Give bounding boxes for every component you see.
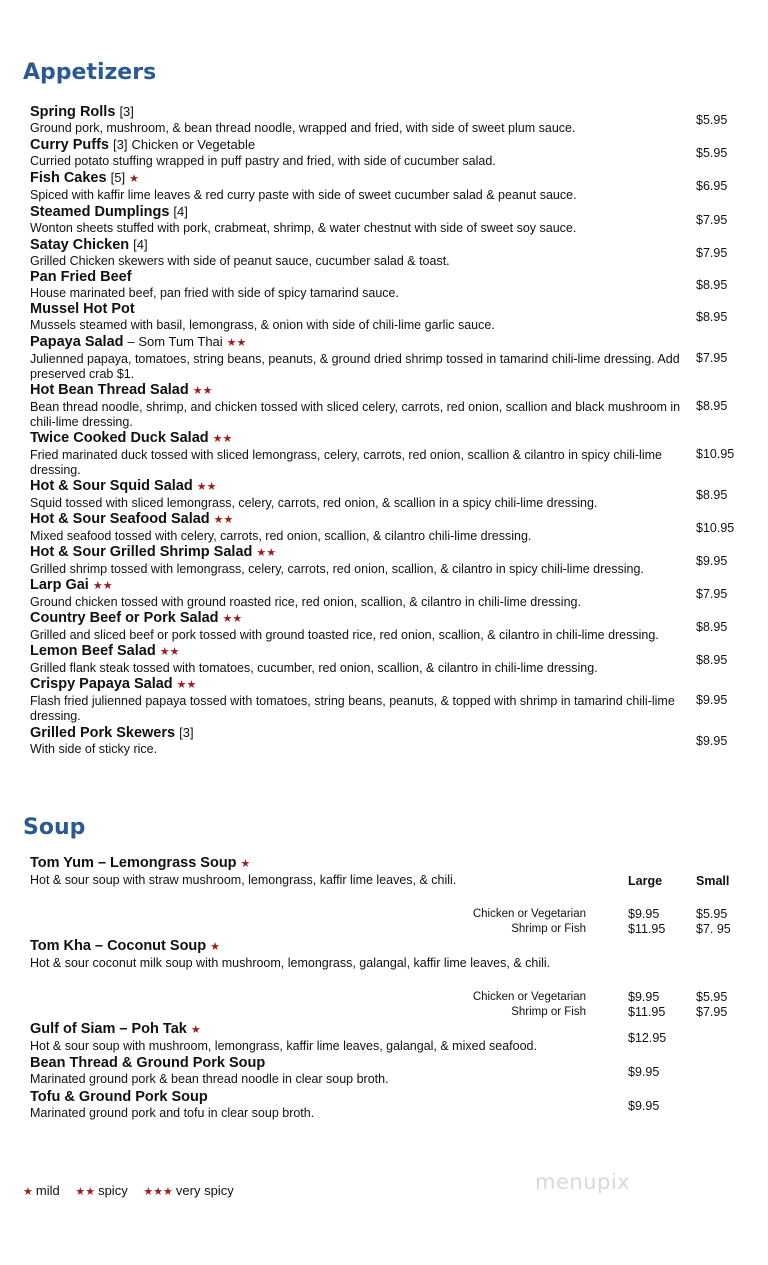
- option-large-price: $9.95: [628, 990, 660, 1004]
- option-label: Shrimp or Fish: [511, 1006, 586, 1018]
- item-description: Grilled shrimp tossed with lemongrass, celery, carrots, red onion, scallion, & cilantro in spicy chili-lime dressing.: [30, 562, 644, 576]
- item-description: Bean thread noodle, shrimp, and chicken tossed with sliced celery, carrots, red onion, scallion and black mushroom in chili-lime dressing.: [30, 400, 681, 429]
- menu-item: [30, 855, 690, 888]
- menu-item: [30, 577, 740, 610]
- item-description: Fried marinated duck tossed with sliced lemongrass, celery, carrots, red onion, scallion & cilantro in spicy chili-lime dressing.: [30, 448, 662, 477]
- item-name: Spring Rolls: [30, 104, 116, 120]
- item-name: Grilled Pork Skewers: [30, 725, 176, 741]
- item-price: $7.95: [696, 246, 728, 260]
- star-icon: ★★: [75, 1186, 96, 1198]
- menu-item: [30, 333, 740, 382]
- item-description: House marinated beef, pan fried with side of spicy tamarind sauce.: [30, 286, 399, 300]
- item-price: $12.95: [628, 1031, 667, 1045]
- item-quantity: [4]: [173, 204, 188, 219]
- menu-item: [30, 1055, 690, 1087]
- spicy-stars: ★★: [213, 514, 234, 526]
- item-name: Satay Chicken: [30, 237, 130, 253]
- item-description: Ground pork, mushroom, & bean thread noodle, wrapped and fried, with side of sweet plum sauce.: [30, 121, 576, 135]
- item-price: $5.95: [696, 146, 728, 160]
- item-name: Hot & Sour Grilled Shrimp Salad: [30, 544, 253, 560]
- item-name: Lemon Beef Salad: [30, 643, 156, 659]
- item-price: $7.95: [696, 213, 728, 227]
- item-name: Bean Thread & Ground Pork Soup: [30, 1055, 266, 1071]
- spicy-stars: ★★: [92, 580, 113, 592]
- item-description: Julienned papaya, tomatoes, string beans, peanuts, & ground dried shrimp tossed in tamarind chili-lime dressing. Add preserved crab $1.: [30, 352, 680, 381]
- item-description: Hot & sour soup with straw mushroom, lemongrass, kaffir lime leaves, & chili.: [30, 873, 457, 887]
- legend-mild: ★ mild: [23, 1183, 60, 1198]
- option-label: Shrimp or Fish: [511, 923, 586, 935]
- item-description: Grilled Chicken skewers with side of peanut sauce, cucumber salad & toast.: [30, 254, 450, 268]
- item-name: Steamed Dumplings: [30, 204, 170, 220]
- item-name: Twice Cooked Duck Salad: [30, 430, 209, 446]
- spicy-stars: ★: [190, 1024, 201, 1036]
- item-name: Gulf of Siam – Poh Tak: [30, 1021, 187, 1037]
- option-large-price: $11.95: [628, 922, 666, 936]
- item-name: Larp Gai: [30, 577, 89, 593]
- menu-item: [30, 236, 740, 269]
- item-description: Mussels steamed with basil, lemongrass, & onion with side of chili-lime garlic sauce.: [30, 318, 495, 332]
- item-price: $5.95: [696, 113, 728, 127]
- item-price: $8.95: [696, 488, 728, 502]
- menu-item: [30, 136, 740, 169]
- spicy-stars: ★: [129, 173, 139, 185]
- item-description: Hot & sour coconut milk soup with mushroom, lemongrass, galangal, kaffir lime leaves, & chili.: [30, 956, 551, 970]
- item-description: With side of sticky rice.: [30, 742, 158, 756]
- appetizers-title: Appetizers: [23, 60, 157, 85]
- item-price: $9.95: [696, 734, 728, 748]
- menu-item: [30, 938, 690, 971]
- item-price: $9.95: [696, 554, 728, 568]
- item-name: Pan Fried Beef: [30, 269, 132, 285]
- item-name: Curry Puffs: [30, 137, 109, 153]
- option-small-price: $5.95: [696, 990, 728, 1004]
- soup-list: [30, 855, 740, 1135]
- item-price: $8.95: [696, 399, 728, 413]
- item-description: Marinated ground pork and tofu in clear soup broth.: [30, 1106, 315, 1120]
- item-name: Crispy Papaya Salad: [30, 676, 173, 692]
- spicy-stars: ★★: [192, 385, 213, 397]
- menu-item: [30, 643, 740, 676]
- small-column-header: Small: [696, 874, 730, 888]
- item-description: Curried potato stuffing wrapped in puff pastry and fried, with side of cucumber salad.: [30, 154, 496, 168]
- item-name: Papaya Salad: [30, 334, 124, 350]
- spicy-stars: ★★: [256, 547, 277, 559]
- item-price: $9.95: [628, 1065, 660, 1079]
- item-variant: – Som Tum Thai: [127, 334, 223, 349]
- item-description: Squid tossed with sliced lemongrass, celery, carrots, red onion, & scallion in a spicy chili-lime dressing.: [30, 496, 598, 510]
- item-name: Hot & Sour Squid Salad: [30, 478, 193, 494]
- item-price: $8.95: [696, 620, 728, 634]
- item-price: $7.95: [696, 587, 728, 601]
- item-description: Grilled flank steak tossed with tomatoes, cucumber, red onion, scallion, & cilantro in chili-lime dressing.: [30, 661, 598, 675]
- item-description: Wonton sheets stuffed with pork, crabmeat, shrimp, & water chestnut with side of sweet soy sauce.: [30, 221, 577, 235]
- item-price: $8.95: [696, 278, 728, 292]
- item-quantity: [3]: [119, 104, 134, 119]
- option-large-price: $9.95: [628, 907, 660, 921]
- spicy-stars: ★★: [176, 679, 197, 691]
- item-price: $10.95: [696, 521, 735, 535]
- item-quantity: [3]: [179, 725, 194, 740]
- menu-item: [30, 1021, 690, 1054]
- soup-title: Soup: [23, 815, 86, 840]
- item-name: Mussel Hot Pot: [30, 301, 135, 317]
- item-description: Hot & sour soup with mushroom, lemongrass, kaffir lime leaves, galangal, & mixed seafood.: [30, 1039, 537, 1053]
- menu-item: [30, 103, 740, 136]
- spicy-stars: ★★: [159, 646, 180, 658]
- item-price: $6.95: [696, 179, 728, 193]
- menu-item: [30, 203, 740, 236]
- item-name: Tofu & Ground Pork Soup: [30, 1089, 208, 1105]
- menu-item: [30, 382, 740, 430]
- appetizers-list: [30, 103, 740, 757]
- item-description: Ground chicken tossed with ground roasted rice, red onion, scallion, & cilantro in chili-lime dressing.: [30, 595, 581, 609]
- menu-item: [30, 478, 740, 511]
- menu-item: [30, 169, 740, 203]
- menu-item: [30, 610, 740, 643]
- star-icon: ★★★: [143, 1186, 173, 1198]
- menu-item: [30, 269, 740, 301]
- legend-spicy: ★★ spicy: [75, 1183, 128, 1198]
- menu-item: [30, 511, 740, 544]
- option-small-price: $7. 95: [696, 922, 731, 936]
- watermark: menupix: [535, 1170, 631, 1194]
- menu-item: [30, 430, 740, 478]
- item-price: $10.95: [696, 447, 735, 461]
- item-price: $9.95: [628, 1099, 660, 1113]
- spicy-stars: ★: [210, 941, 221, 953]
- item-description: Grilled and sliced beef or pork tossed with ground toasted rice, red onion, scallion, & cilantro in chili-lime dressing.: [30, 628, 659, 642]
- menu-item: [30, 724, 740, 757]
- star-icon: ★: [23, 1186, 33, 1198]
- item-name: Hot Bean Thread Salad: [30, 382, 189, 398]
- item-variant: Chicken or Vegetable: [131, 137, 256, 152]
- option-small-price: $5.95: [696, 907, 728, 921]
- menu-item: [30, 676, 740, 724]
- option-small-price: $7.95: [696, 1005, 728, 1019]
- menu-item: [30, 1089, 690, 1121]
- item-quantity: [4]: [133, 237, 148, 252]
- item-quantity: [5]: [110, 170, 126, 185]
- option-label: Chicken or Vegetarian: [472, 991, 586, 1003]
- option-label: Chicken or Vegetarian: [472, 908, 586, 920]
- spicy-stars: ★★: [196, 481, 217, 493]
- item-name: Fish Cakes: [30, 170, 107, 186]
- menu-item: [30, 301, 740, 333]
- option-large-price: $11.95: [628, 1005, 666, 1019]
- spicy-stars: ★: [240, 858, 251, 870]
- spicy-stars: ★★: [222, 613, 243, 625]
- menu-item: [30, 544, 740, 577]
- item-name: Country Beef or Pork Salad: [30, 610, 219, 626]
- spicy-stars: ★★: [226, 337, 247, 349]
- item-price: $9.95: [696, 693, 728, 707]
- item-quantity: [3]: [113, 137, 128, 152]
- item-price: $7.95: [696, 351, 728, 365]
- item-description: Spiced with kaffir lime leaves & red curry paste with side of sweet cucumber salad & peanut sauce.: [30, 188, 577, 202]
- item-description: Mixed seafood tossed with celery, carrots, red onion, scallion, & cilantro chili-lime dressing.: [30, 529, 532, 543]
- spicy-stars: ★★: [212, 433, 233, 445]
- item-price: $8.95: [696, 653, 728, 667]
- item-description: Flash fried julienned papaya tossed with tomatoes, string beans, peanuts, & topped with shrimp in tamarind chili-lime dressing.: [30, 694, 675, 723]
- spice-legend: [23, 1183, 246, 1198]
- item-price: $8.95: [696, 310, 728, 324]
- legend-very-spicy: ★★★ very spicy: [143, 1183, 234, 1198]
- item-name: Tom Kha – Coconut Soup: [30, 938, 207, 954]
- large-column-header: Large: [628, 874, 663, 888]
- item-name: Tom Yum – Lemongrass Soup: [30, 855, 237, 871]
- item-name: Hot & Sour Seafood Salad: [30, 511, 210, 527]
- item-description: Marinated ground pork & bean thread noodle in clear soup broth.: [30, 1072, 389, 1086]
